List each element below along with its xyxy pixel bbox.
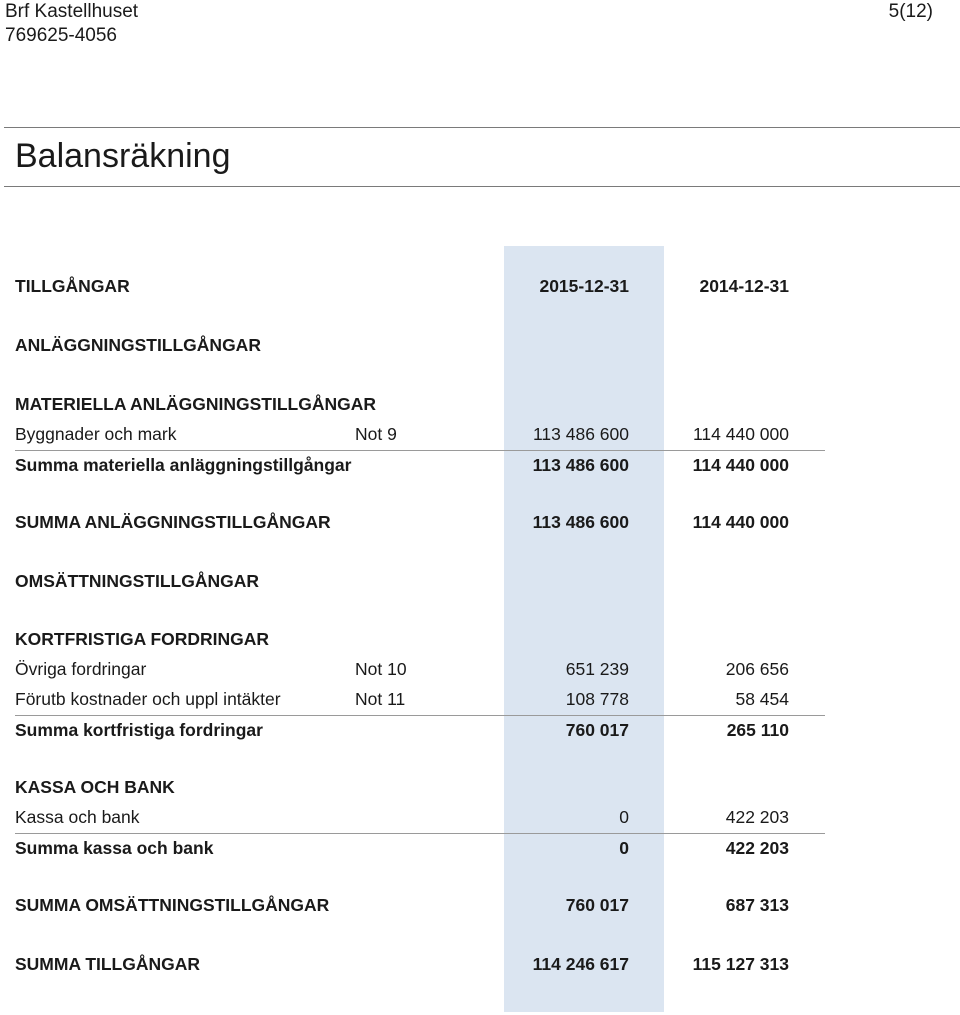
organization-name: Brf Kastellhuset [5,1,139,22]
row-previous-value: 114 440 000 [692,512,789,532]
column-header-row [15,272,825,300]
row-label: MATERIELLA ANLÄGGNINGSTILLGÅNGAR [15,394,376,414]
table-row [15,655,825,683]
row-previous-value: 422 203 [725,807,789,827]
page-title: Balansräkning [15,137,231,175]
row-note: Not 11 [355,689,406,709]
row-label: SUMMA TILLGÅNGAR [15,954,201,974]
row-label: Övriga fordringar [15,659,147,679]
row-current-value: 113 486 600 [532,512,629,532]
row-current-value: 760 017 [565,895,629,915]
organization-number: 769625-4056 [5,25,117,46]
row-label: ANLÄGGNINGSTILLGÅNGAR [15,335,261,355]
current-year-header: 2015-12-31 [539,276,629,296]
row-previous-value: 58 454 [735,689,789,709]
table-row [15,891,825,919]
title-top-rule [4,127,960,128]
row-previous-value: 115 127 313 [692,954,789,974]
row-current-value: 114 246 617 [532,954,629,974]
table-row [15,715,825,744]
row-label: Summa kortfristiga fordringar [15,720,263,740]
row-previous-value: 687 313 [725,895,789,915]
row-label: SUMMA ANLÄGGNINGSTILLGÅNGAR [15,512,331,532]
row-label: SUMMA OMSÄTTNINGSTILLGÅNGAR [15,895,330,915]
table-row [15,331,825,359]
row-note: Not 9 [355,424,397,444]
row-current-value: 113 486 600 [532,424,629,444]
table-row [15,803,825,831]
row-previous-value: 206 656 [725,659,789,679]
table-row [15,773,825,801]
row-label: OMSÄTTNINGSTILLGÅNGAR [15,571,260,591]
table-row [15,833,825,862]
row-previous-value: 114 440 000 [692,455,789,475]
table-row [15,390,825,418]
table-row [15,420,825,448]
row-previous-value: 265 110 [726,720,789,740]
row-current-value: 760 017 [565,720,629,740]
row-label: KORTFRISTIGA FORDRINGAR [15,629,270,649]
row-current-value: 113 486 600 [532,455,629,475]
previous-year-header: 2014-12-31 [699,276,789,296]
row-previous-value: 114 440 000 [692,424,789,444]
table-row [15,567,825,595]
row-label: Förutb kostnader och uppl intäkter [15,689,281,709]
table-row [15,950,825,978]
row-current-value: 108 778 [565,689,629,709]
row-label: Byggnader och mark [15,424,177,444]
table-row [15,685,825,713]
section-heading: TILLGÅNGAR [15,276,130,296]
table-row [15,450,825,479]
row-previous-value: 422 203 [725,838,789,858]
row-label: KASSA OCH BANK [15,777,175,797]
row-current-value: 651 239 [565,659,629,679]
row-label: Summa materiella anläggningstillgångar [15,455,352,475]
title-bottom-rule [4,186,960,187]
page-number: 5(12) [888,1,933,22]
table-row [15,625,825,653]
row-label: Kassa och bank [15,807,140,827]
table-row [15,508,825,536]
row-current-value: 0 [619,807,629,827]
row-note: Not 10 [355,659,407,679]
row-current-value: 0 [619,838,629,858]
row-label: Summa kassa och bank [15,838,214,858]
